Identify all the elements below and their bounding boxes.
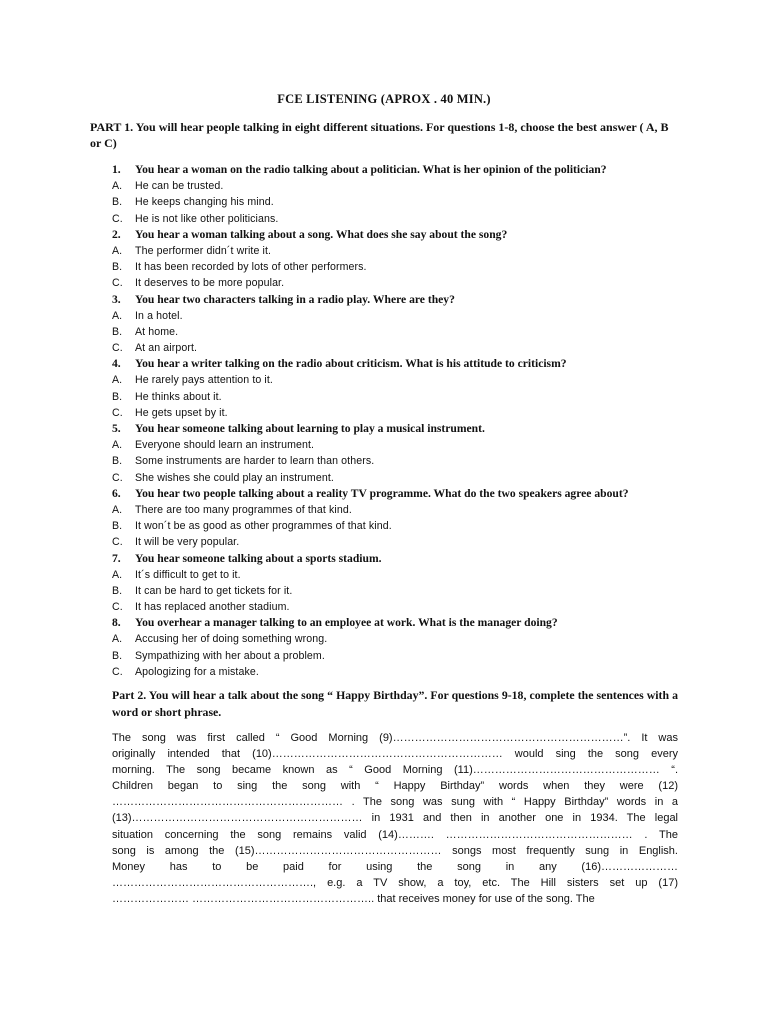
- option-letter: B.: [112, 649, 123, 662]
- option-text: Some instruments are harder to learn than others.: [135, 455, 375, 468]
- question-text: You overhear a manager talking to an employee at work. What is the manager doing?: [135, 616, 558, 630]
- paragraph-line: The song was first called “ Good Morning (9)………………………………………………………”. It was: [112, 732, 678, 744]
- answer-option: [0, 470, 768, 486]
- paragraph-line: (13)……………………………………………………… in 1931 and then in another one in 1934. The legal: [112, 812, 678, 825]
- option-letter: C.: [112, 536, 123, 549]
- question-1: [0, 162, 768, 178]
- paragraph-line: Money has to be paid for using the song in any (16)…………………: [112, 860, 678, 873]
- question-number: 2.: [112, 227, 121, 241]
- option-text: He keeps changing his mind.: [135, 196, 274, 209]
- paragraph-line: situation concerning the song remains valid (14)………. …………………………………………… . The: [112, 828, 678, 841]
- answer-option: [0, 534, 768, 550]
- answer-option: [0, 275, 768, 291]
- answer-option: [0, 178, 768, 194]
- question-text: You hear a writer talking on the radio about criticism. What is his attitude to criticism?: [135, 357, 567, 371]
- part1-instructions: PART 1. You will hear people talking in eight different situations. For questions 1-8, choose the best answer ( A, B or C): [90, 120, 669, 150]
- answer-option: [0, 211, 768, 227]
- answer-option: [0, 259, 768, 275]
- option-text: At an airport.: [135, 342, 198, 355]
- option-letter: C.: [112, 277, 123, 290]
- option-letter: B.: [112, 584, 123, 597]
- question-number: 7.: [112, 551, 121, 565]
- paragraph-line: morning. The song became known as “ Good Morning (11)…………………………………………… “.: [112, 764, 678, 777]
- answer-option: [0, 437, 768, 453]
- option-text: It has been recorded by lots of other performers.: [135, 261, 367, 274]
- question-2: [0, 227, 768, 243]
- question-number: 3.: [112, 292, 121, 306]
- paragraph-line: ……………………………………………………… . The song was sung with “ Happy Birthday” words in a: [112, 796, 678, 809]
- option-letter: A.: [112, 244, 123, 257]
- option-text: It deserves to be more popular.: [135, 277, 285, 290]
- question-text: You hear someone talking about learning to play a musical instrument.: [135, 422, 485, 435]
- option-letter: A.: [112, 503, 123, 516]
- option-letter: C.: [112, 665, 123, 678]
- answer-option: [0, 599, 768, 615]
- option-letter: A.: [112, 309, 123, 322]
- option-letter: B.: [112, 455, 123, 468]
- option-letter: B.: [112, 261, 123, 274]
- option-text: Accusing her of doing something wrong.: [135, 633, 328, 646]
- option-text: At home.: [135, 325, 179, 338]
- option-letter: C.: [112, 342, 123, 355]
- answer-option: [0, 502, 768, 518]
- option-letter: C.: [112, 601, 123, 614]
- question-5: [0, 421, 768, 437]
- option-text: Sympathizing with her about a problem.: [135, 649, 325, 662]
- question-4: [0, 356, 768, 372]
- part2-instructions: Part 2. You will hear a talk about the song “ Happy Birthday”. For questions 9-18, complete the sentences with a word or short phrase.: [112, 688, 678, 719]
- question-text: You hear two people talking about a reality TV programme. What do the two speakers agree about?: [135, 486, 629, 500]
- answer-option: [0, 194, 768, 210]
- option-letter: C.: [112, 471, 123, 484]
- answer-option: [0, 372, 768, 388]
- option-text: In a hotel.: [135, 309, 183, 322]
- option-text: It won´t be as good as other programmes of that kind.: [135, 520, 392, 533]
- answer-option: [0, 583, 768, 599]
- answer-option: [0, 340, 768, 356]
- answer-option: [0, 405, 768, 421]
- option-letter: B.: [112, 196, 123, 209]
- question-text: You hear two characters talking in a radio play. Where are they?: [135, 292, 455, 306]
- answer-option: [0, 324, 768, 340]
- gap-fill-paragraph: [112, 730, 678, 907]
- option-text: He can be trusted.: [135, 180, 224, 193]
- option-text: Everyone should learn an instrument.: [135, 439, 315, 452]
- question-text: You hear a woman talking about a song. What does she say about the song?: [135, 227, 508, 241]
- option-text: It´s difficult to get to it.: [135, 568, 241, 581]
- question-number: 6.: [112, 486, 121, 500]
- option-text: He gets upset by it.: [135, 406, 228, 419]
- paragraph-line: Children began to sing the song with “ Happy Birthday” words when they were (12): [112, 780, 678, 793]
- answer-option: [0, 308, 768, 324]
- question-number: 8.: [112, 616, 121, 630]
- option-letter: B.: [112, 390, 123, 403]
- option-letter: A.: [112, 568, 123, 581]
- option-text: It can be hard to get tickets for it.: [135, 584, 293, 597]
- option-letter: A.: [112, 374, 123, 387]
- option-letter: A.: [112, 439, 123, 452]
- option-text: She wishes she could play an instrument.: [135, 471, 334, 484]
- question-7: [0, 551, 768, 567]
- paragraph-line: ………………………………………………., e.g. a TV show, a toy, etc. The Hill sisters set up (17): [112, 876, 678, 889]
- option-text: Apologizing for a mistake.: [135, 665, 259, 678]
- question-text: You hear someone talking about a sports stadium.: [135, 551, 382, 565]
- option-letter: C.: [112, 406, 123, 419]
- answer-option: [0, 664, 768, 680]
- question-6: [0, 486, 768, 502]
- option-letter: B.: [112, 520, 123, 533]
- document-title: FCE LISTENING (APROX . 40 MIN.): [277, 92, 491, 106]
- option-text: He rarely pays attention to it.: [135, 374, 273, 387]
- question-number: 1.: [112, 163, 121, 176]
- option-text: It will be very popular.: [135, 536, 240, 549]
- question-list: [0, 162, 768, 680]
- answer-option: [0, 389, 768, 405]
- answer-option: [0, 243, 768, 259]
- option-letter: A.: [112, 633, 123, 646]
- option-text: There are too many programmes of that kind.: [135, 503, 352, 516]
- answer-option: [0, 567, 768, 583]
- paragraph-line: originally intended that (10)……………………………………………………… would sing the song every: [112, 748, 678, 761]
- paragraph-line: ………………… ………………………………………….. that receives money for use of the song. The: [112, 892, 595, 905]
- answer-option: [0, 518, 768, 534]
- option-letter: A.: [112, 180, 123, 193]
- question-8: [0, 615, 768, 631]
- answer-option: [0, 648, 768, 664]
- question-text: You hear a woman on the radio talking about a politician. What is her opinion of the politician?: [135, 163, 607, 176]
- option-text: He is not like other politicians.: [135, 212, 279, 225]
- option-text: He thinks about it.: [135, 390, 222, 403]
- question-3: [0, 292, 768, 308]
- paragraph-line: song is among the (15)…………………………………………… songs most frequently sung in English.: [112, 844, 678, 857]
- question-number: 4.: [112, 357, 121, 371]
- option-letter: B.: [112, 325, 123, 338]
- question-number: 5.: [112, 422, 121, 435]
- answer-option: [0, 453, 768, 469]
- option-letter: C.: [112, 212, 123, 225]
- option-text: It has replaced another stadium.: [135, 601, 290, 614]
- answer-option: [0, 631, 768, 647]
- option-text: The performer didn´t write it.: [135, 244, 272, 257]
